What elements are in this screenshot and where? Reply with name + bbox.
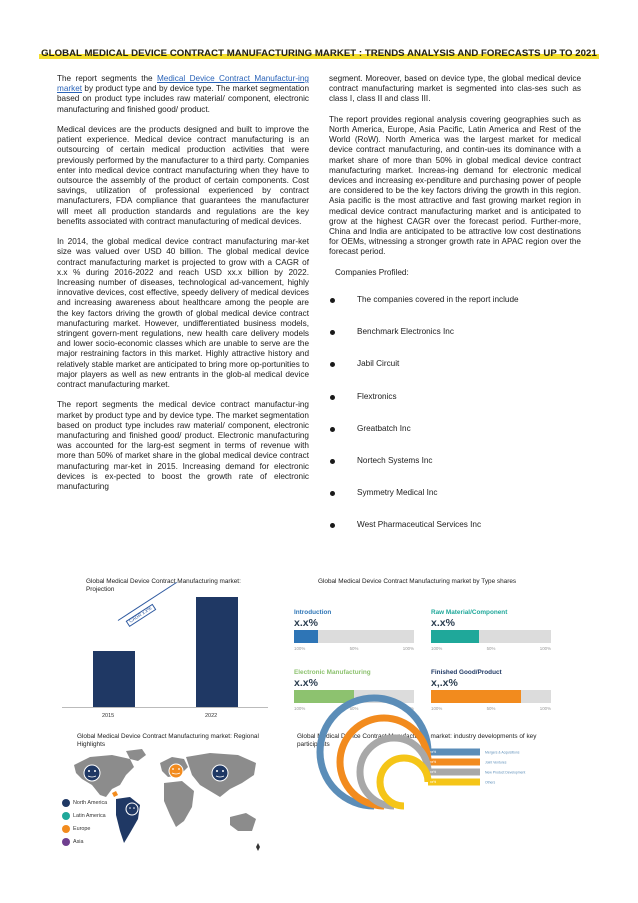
type-value: x.x% xyxy=(294,617,318,629)
legend-item xyxy=(62,823,107,836)
company-name: West Pharmaceutical Services Inc xyxy=(357,520,482,530)
caribbean-shape xyxy=(112,791,118,797)
projection-chart-title: Global Medical Device Contract Manufacturing market: Projection xyxy=(86,578,241,593)
x-tick-label: 2022 xyxy=(205,713,218,719)
ring-label: New Product Development xyxy=(485,770,526,775)
share-tick-label: 50% xyxy=(349,646,359,651)
company-list-item xyxy=(329,327,581,359)
share-fill xyxy=(431,690,521,703)
legend-swatch xyxy=(62,799,70,807)
x-tick-label: 2015 xyxy=(102,713,115,719)
share-tick-label: 50% xyxy=(349,706,359,711)
legend-label: North America xyxy=(73,800,108,807)
australia-shape xyxy=(230,813,256,831)
type-value: x.x% xyxy=(294,677,318,689)
device-type-paragraph: segment. Moreover, based on device type, the global medical device contract manufacturing market is segmented into clas-ses such as class I, class II and class III. xyxy=(329,74,581,104)
bullet-icon xyxy=(330,362,335,367)
share-tick-label: 50% xyxy=(486,646,496,651)
company-list-item xyxy=(329,392,581,424)
bar-2022 xyxy=(196,597,238,707)
share-track xyxy=(294,630,414,643)
share-track xyxy=(431,690,551,703)
bullet-icon xyxy=(330,491,335,496)
legend-item xyxy=(62,810,107,823)
company-name: Greatbatch Inc xyxy=(357,423,411,433)
north-america-marker xyxy=(84,765,100,781)
ring-percent: xx% xyxy=(430,780,437,785)
company-list-item xyxy=(329,424,581,456)
share-tick-label: 50% xyxy=(486,706,496,711)
right-column xyxy=(329,74,581,553)
share-tick-label: 100% xyxy=(431,706,443,711)
company-name: Flextronics xyxy=(357,391,397,401)
share-track xyxy=(431,630,551,643)
legend-label: Latin America xyxy=(73,813,106,820)
bullet-icon xyxy=(330,298,335,303)
share-tick-label: 100% xyxy=(402,646,414,651)
share-tick-label: 100% xyxy=(431,646,443,651)
share-ticks xyxy=(294,706,414,711)
company-list-item xyxy=(329,456,581,488)
intro-paragraph: The report segments the Medical Device Contract Manufactur-ing market by product type and by device type. The market segmentation based on product type includes raw material/ component, electronic manufacturing and finished good/ product. xyxy=(57,74,309,114)
share-tick-label: 100% xyxy=(539,706,551,711)
cagr-annotation: CAGR x.x% xyxy=(126,604,156,627)
ring-percent: xx% xyxy=(430,770,437,775)
company-name: Benchmark Electronics Inc xyxy=(357,327,454,337)
share-ticks xyxy=(431,706,551,711)
legend-swatch xyxy=(62,825,70,833)
market-report-link[interactable]: Medical Device Contract Manufactur-ing market xyxy=(57,74,309,94)
type-shares-chart-title: Global Medical Device Contract Manufacturing market by Type shares xyxy=(318,578,517,585)
industry-developments-title: Global Medical Device Contract Manufacturing market: industry developments of key participants xyxy=(297,733,537,748)
type-label: Finished Good/Product xyxy=(431,669,502,676)
share-ticks xyxy=(431,646,551,651)
type-label: Electronic Manufacturing xyxy=(294,669,371,676)
company-list-item xyxy=(329,488,581,520)
document-title: GLOBAL MEDICAL DEVICE CONTRACT MANUFACTURING MARKET : TRENDS ANALYSIS AND FORECASTS UP TO 2021 xyxy=(41,48,597,59)
latin-america-marker xyxy=(126,803,138,815)
type-value: x.x% xyxy=(431,617,455,629)
compass-icon xyxy=(256,843,260,851)
segmentation-paragraph: The report segments the medical device contract manufactur-ing market by product type and by device type. The market segmentation based on product type includes raw material/ component, electronic manufacturing and finished good/ product. Electronic manufacturing was accounted for the larg-est segment in terms of revenue with more than 50% of market share in the global medical device contract manufacturing mar-ket in 2015. Increasing demand for electronic devices is ex-pected to boost the growth rate of electronic manufacturing xyxy=(57,400,309,492)
company-list-item xyxy=(329,520,581,552)
market-size-paragraph: In 2014, the global medical device contract manufacturing mar-ket size was valued over USD 40 billion. The global medical device contract manufacturing market is projected to grow with a CAGR of x.x % during 2016-2022 and reach USD xx.x billion by 2022. Increasing number of diseases, technological ad-vancement, highly innovative devices, cost effective, speedy delivery of medical devices and increasing awareness about healthcare among the people are the key factors driving the growth of global medical device contract manufacturing market. However, undifferentiated business models, stringent govern-ment regulations, new health care delivery models and lower socio-economic classes which are unable to serve are the major restraining factors in this market. Highly attractive history and relatively stable market are anticipated to bring more op-portunities to major players as well as new entrants in the glob-al medical device contract manufacturing market. xyxy=(57,237,309,390)
share-tick-label: 100% xyxy=(294,646,306,651)
share-tick-label: 100% xyxy=(539,646,551,651)
companies-profiled-heading: Companies Profiled: xyxy=(335,267,409,277)
left-column xyxy=(57,74,309,502)
legend-swatch xyxy=(62,838,70,846)
share-tick-label: 100% xyxy=(294,706,306,711)
bullet-icon xyxy=(330,427,335,432)
x-axis-line xyxy=(62,707,268,708)
type-panel xyxy=(431,609,551,651)
regional-paragraph: The report provides regional analysis covering geographies such as North America, Europe, Asia Pacific, Latin America and Rest of the World (RoW). North America was the largest market for medical device contract manufacturing, and contin-ues its dominance with a market share of more than 50% in global medical device contract manufacturing market. Increas-ing demand for electronic medical devices and increasing ex-penditure and purchasing power of people are considered to be the key factors driving the growth in this region. Asia pacific is the most attractive and fast growing market region in medical device contract manufacturing market and is anticipated to grow at the highest CAGR over the forecast period. Further-more, China and India are anticipated to be attractive low cost destinations for OEMs, witnessing a stronger growth rate in APAC region over the forecast period. xyxy=(329,114,581,257)
bullet-icon xyxy=(330,523,335,528)
ring-percent: xx% xyxy=(430,750,437,755)
type-panel xyxy=(294,609,414,651)
bullet-icon xyxy=(330,330,335,335)
north-america-shape xyxy=(74,755,134,797)
company-list-item xyxy=(329,359,581,391)
company-name: Nortech Systems Inc xyxy=(357,455,433,465)
type-value: x,.x% xyxy=(431,677,458,689)
asia-marker xyxy=(212,765,228,781)
company-name: Jabil Circuit xyxy=(357,359,400,369)
share-fill xyxy=(294,630,318,643)
ring-percent: xx% xyxy=(430,760,437,765)
share-fill xyxy=(431,630,479,643)
legend-label: Europe xyxy=(73,825,91,832)
map-legend xyxy=(62,797,107,848)
ring-label: Mergers & Acquisitions xyxy=(485,750,520,755)
legend-swatch xyxy=(62,812,70,820)
industry-developments-chart xyxy=(348,746,526,862)
bullet-icon xyxy=(330,459,335,464)
ring-label: Joint Ventures xyxy=(485,760,507,765)
type-panel xyxy=(431,669,551,711)
company-name: The companies covered in the report include xyxy=(357,295,519,305)
africa-shape xyxy=(164,781,194,827)
legend-item xyxy=(62,797,107,810)
legend-label: Asia xyxy=(73,838,84,845)
regional-highlights-title: Global Medical Device Contract Manufacturing market: Regional Highlights xyxy=(77,733,259,748)
legend-item xyxy=(62,835,107,848)
company-name: Symmetry Medical Inc xyxy=(357,488,438,498)
share-fill xyxy=(294,690,354,703)
ring-arc xyxy=(380,758,428,806)
company-list-item xyxy=(329,295,581,327)
bar-2015 xyxy=(93,651,135,707)
ring-label: Others xyxy=(485,780,496,785)
definition-paragraph: Medical devices are the products designed and built to improve the patient experience. Medical device contract manufacturing is an outsourcing of certain medical production activities that were previously performed by the manufacturer to a third party. Companies enter into medical device contract manufacturing when they have to outsource the assembly of the product of certain components. Cost savings, utilization of professional experienced by contract manufacturers, FDA compliance that guarantees the manufacturer will meet all production standards and regulations are the key benefits associated with contract manufacturing of medical devices. xyxy=(57,125,309,226)
type-label: Introduction xyxy=(294,609,332,616)
ring-arc xyxy=(360,738,428,806)
ring-arc xyxy=(320,698,428,806)
share-ticks xyxy=(294,646,414,651)
bullet-icon xyxy=(330,395,335,400)
europe-marker xyxy=(169,764,183,778)
share-tick-label: 100% xyxy=(402,706,414,711)
type-label: Raw Material/Component xyxy=(431,609,508,616)
companies-list xyxy=(329,295,581,553)
